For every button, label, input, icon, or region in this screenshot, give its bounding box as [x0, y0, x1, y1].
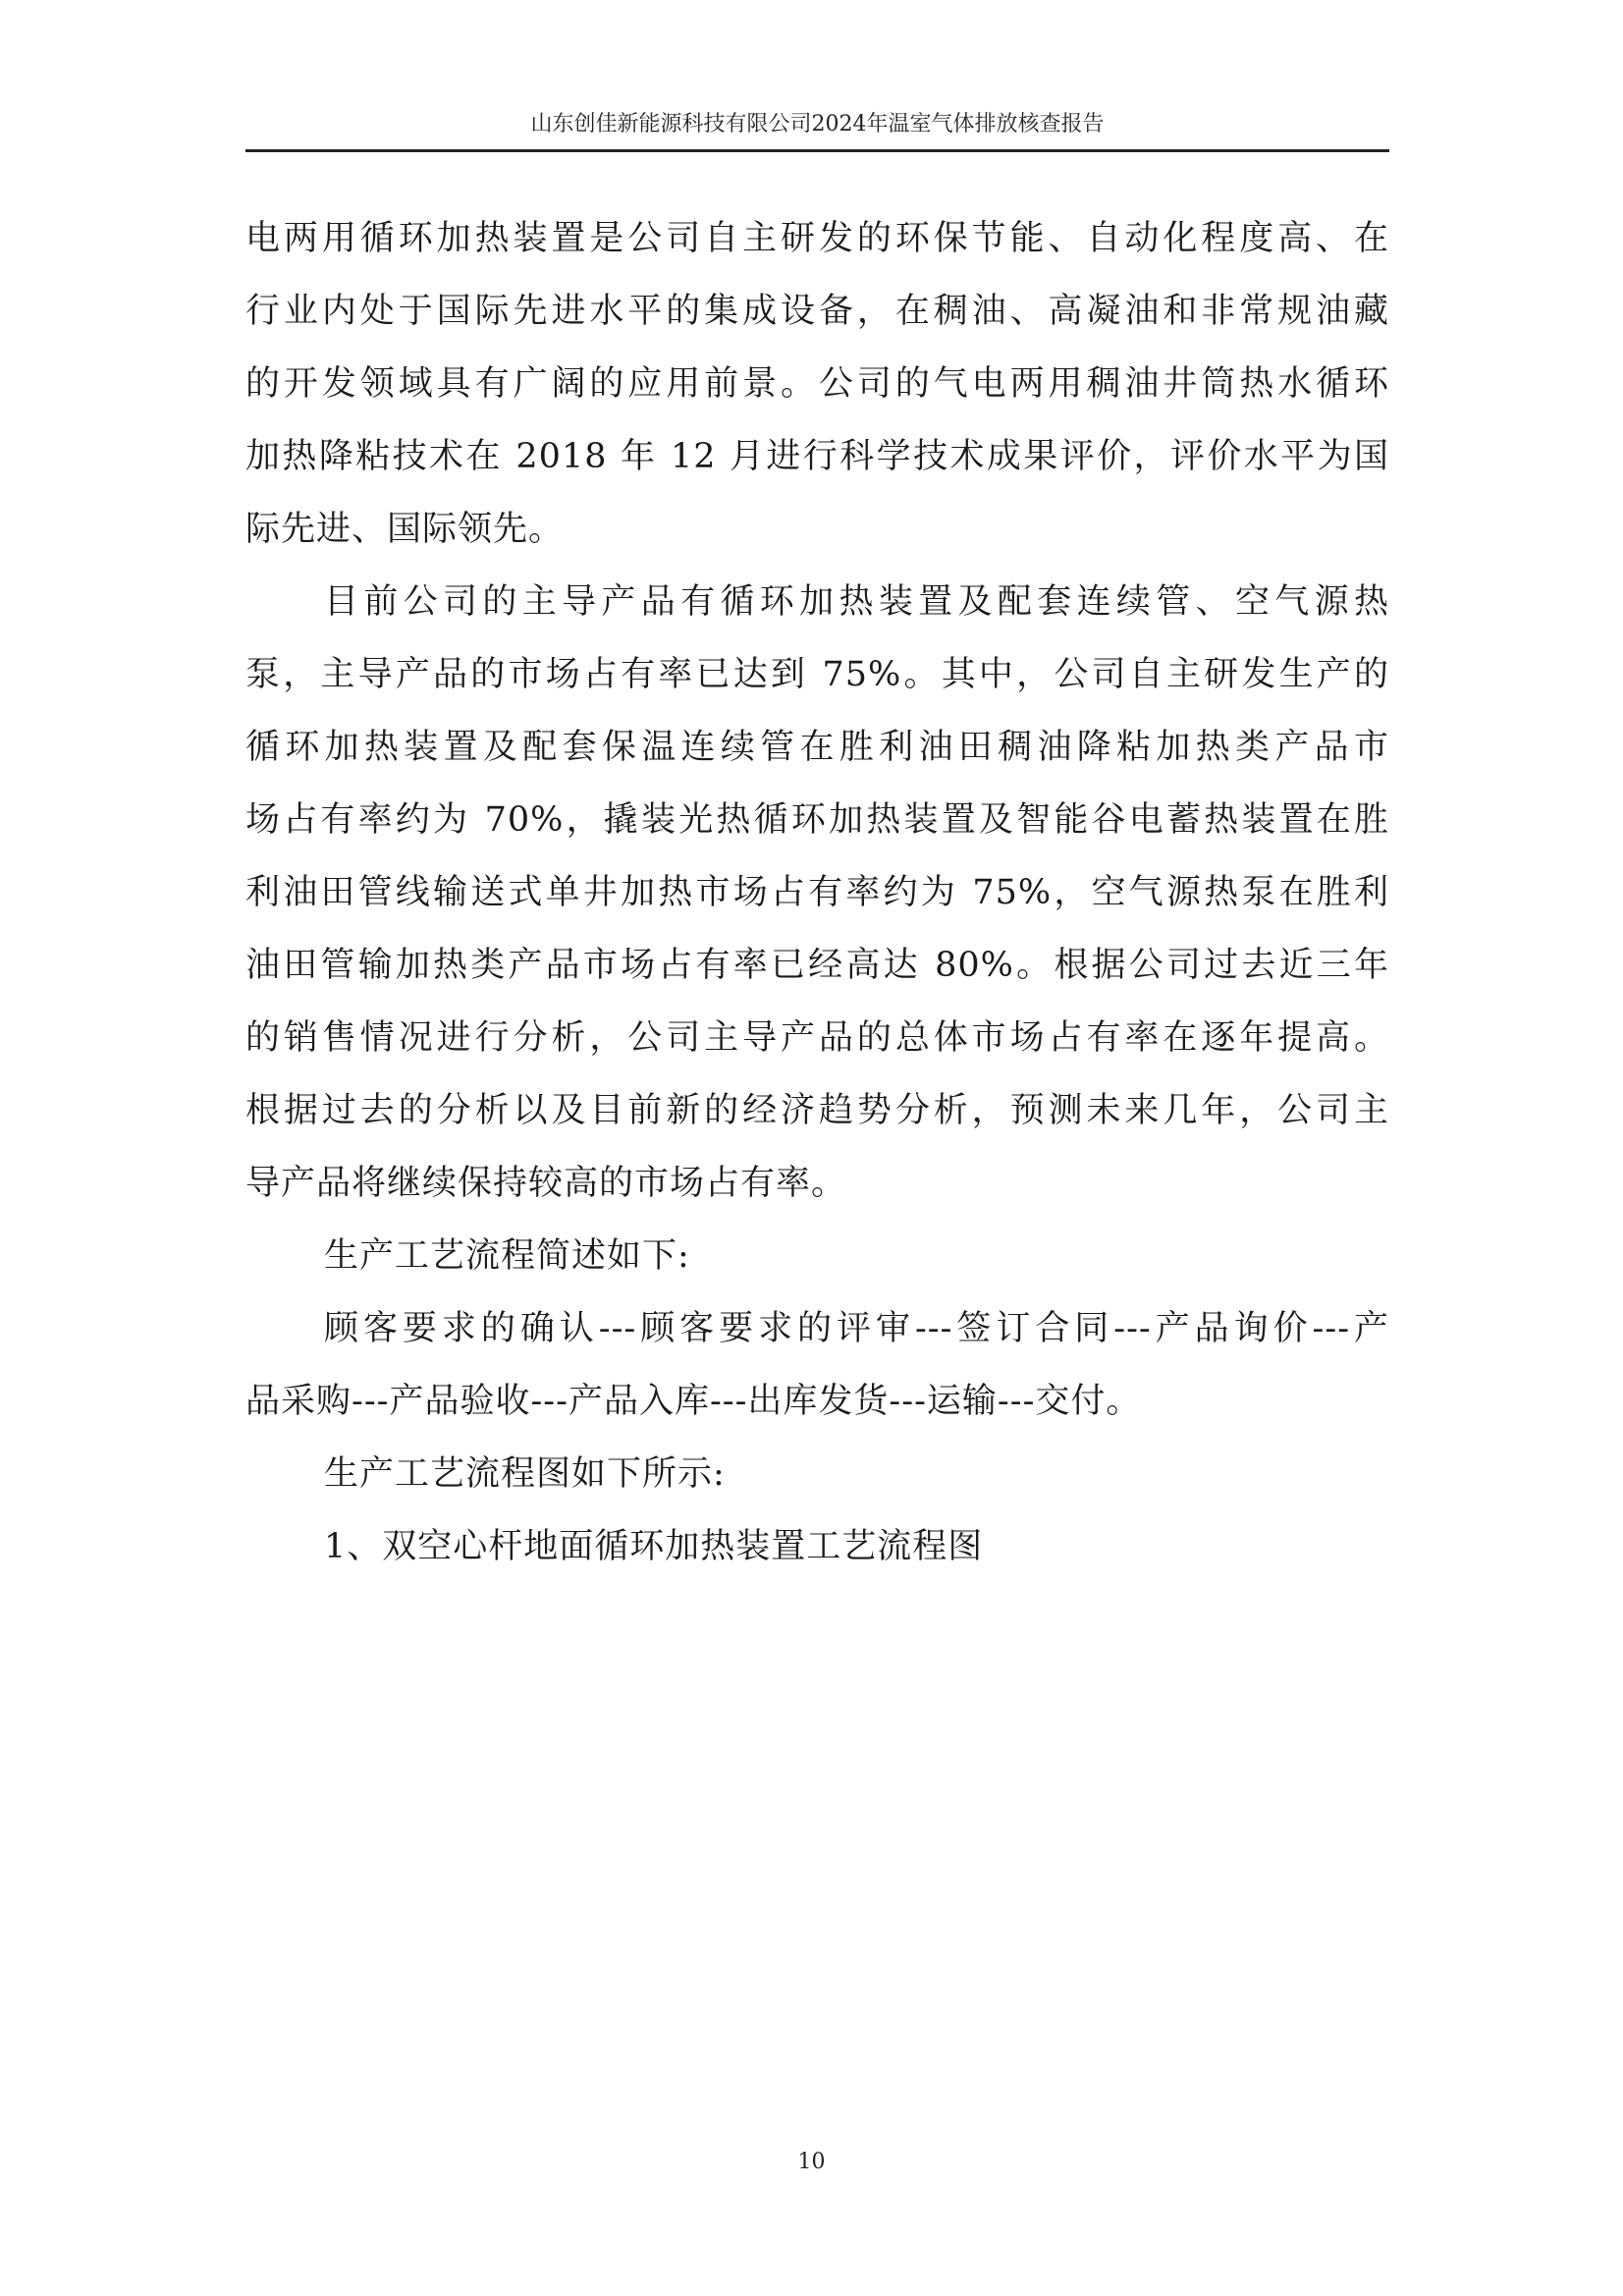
body-line: 泵，主导产品的市场占有率已达到 75%。其中，公司自主研发生产的: [245, 655, 1389, 694]
body-line: 的开发领域具有广阔的应用前景。公司的气电两用稠油井筒热水循环: [245, 364, 1389, 404]
header-divider: [245, 149, 1389, 152]
body-line: 行业内处于国际先进水平的集成设备，在稠油、高凝油和非常规油藏: [245, 292, 1389, 331]
process-summary-heading: 生产工艺流程简述如下:: [324, 1236, 690, 1276]
body-line: 油田管输加热类产品市场占有率已经高达 80%。根据公司过去近三年: [245, 946, 1389, 985]
body-line: 根据过去的分析以及目前新的经济趋势分析，预测未来几年，公司主: [245, 1091, 1389, 1130]
document-body: [245, 202, 1389, 1583]
body-line: 目前公司的主导产品有循环加热装置及配套连续管、空气源热: [324, 582, 1389, 622]
body-line: 的销售情况进行分析，公司主导产品的总体市场占有率在逐年提高。: [245, 1018, 1389, 1058]
body-line: 循环加热装置及配套保温连续管在胜利油田稠油降粘加热类产品市: [245, 728, 1389, 767]
page-number: 10: [797, 2150, 826, 2174]
body-line: 品采购---产品验收---产品入库---出库发货---运输---交付。: [245, 1382, 1142, 1421]
page-header-title: 山东创佳新能源科技有限公司2024年温室气体排放核查报告: [530, 112, 1105, 137]
body-line: 场占有率约为 70%，撬装光热循环加热装置及智能谷电蓄热装置在胜: [245, 800, 1389, 840]
body-line: 际先进、国际领先。: [245, 510, 565, 549]
body-line: 顾客要求的确认---顾客要求的评审---签订合同---产品询价---产: [324, 1309, 1389, 1348]
flowchart-intro: 生产工艺流程图如下所示:: [324, 1454, 726, 1494]
body-line: 加热降粘技术在 2018 年 12 月进行科学技术成果评价，评价水平为国: [245, 437, 1389, 476]
body-line: 电两用循环加热装置是公司自主研发的环保节能、自动化程度高、在: [245, 219, 1389, 258]
body-line: 导产品将继续保持较高的市场占有率。: [245, 1164, 847, 1203]
body-line: 利油田管线输送式单井加热市场占有率约为 75%，空气源热泵在胜利: [245, 873, 1389, 912]
flowchart-caption: 1、双空心杆地面循环加热装置工艺流程图: [324, 1527, 984, 1566]
